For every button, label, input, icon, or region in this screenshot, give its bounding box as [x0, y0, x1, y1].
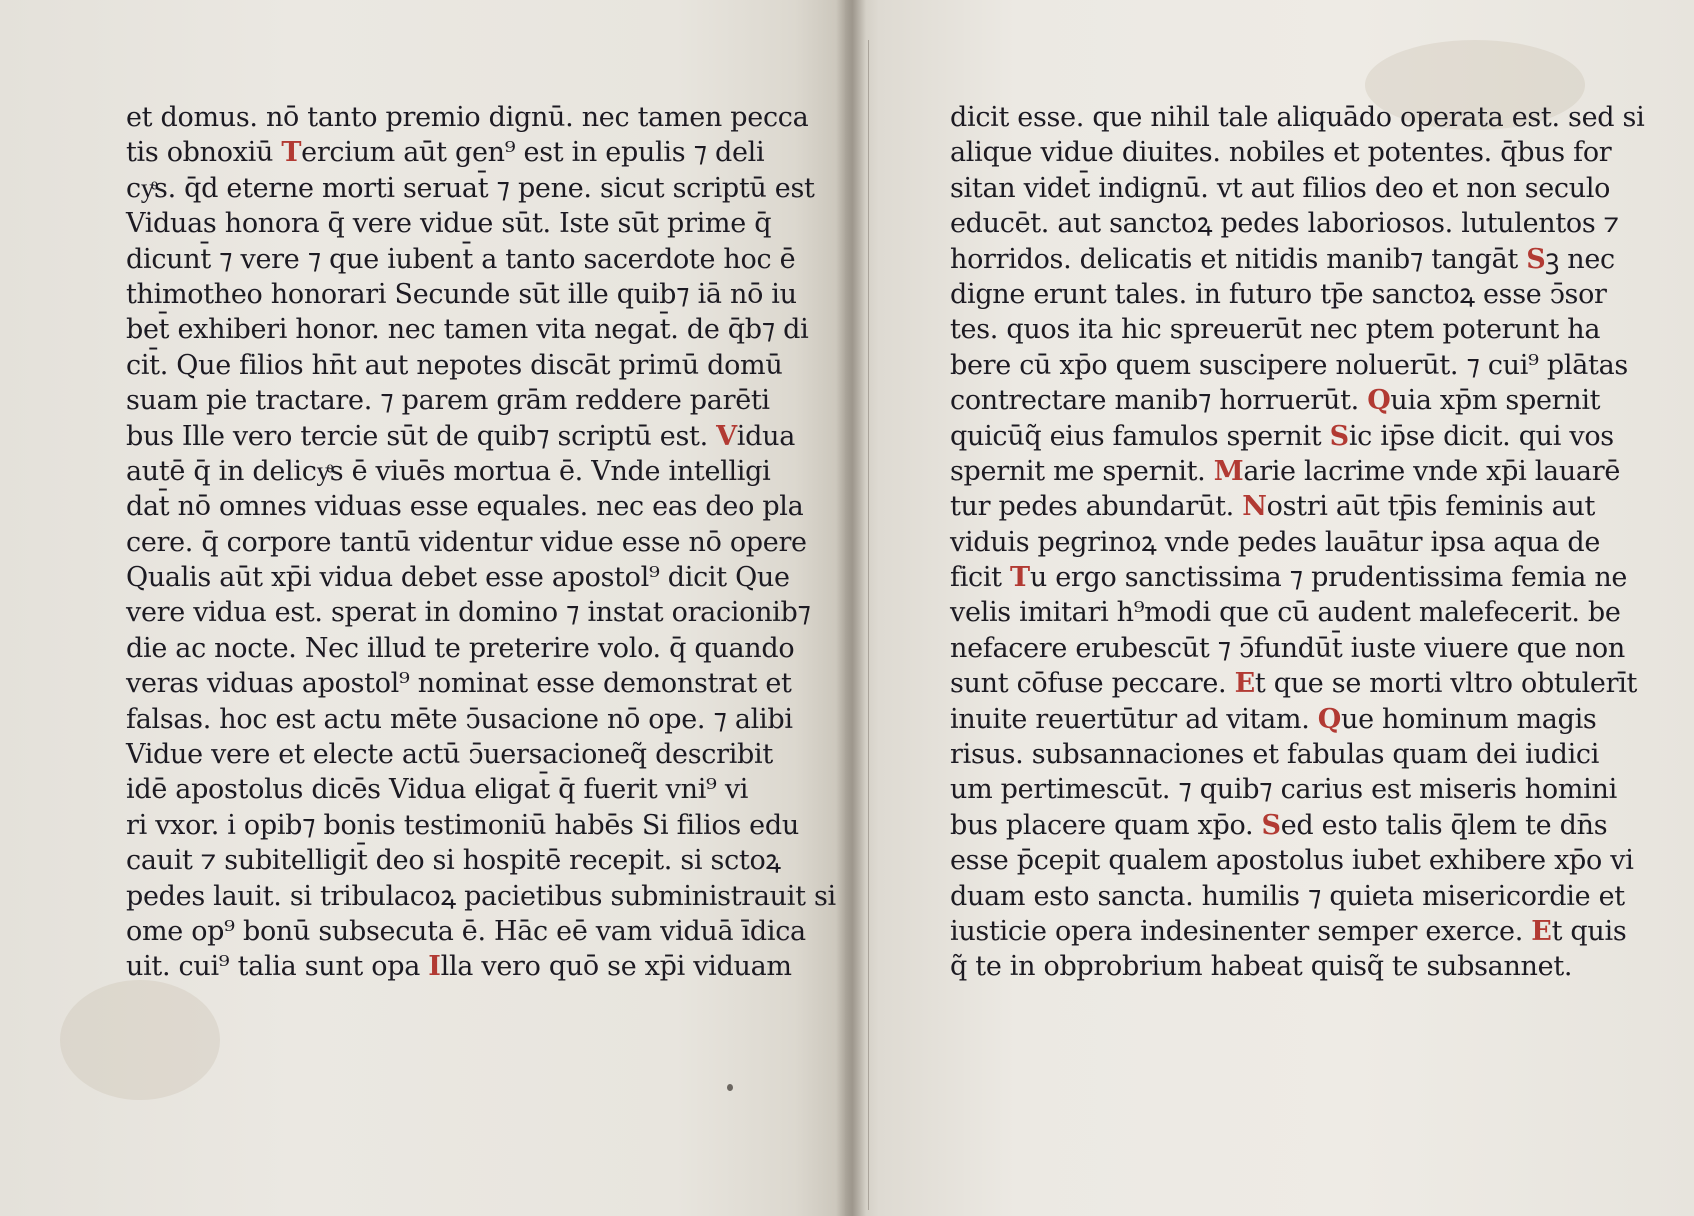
text-line: die ac nocte. Nec illud te preterire volo. q̄ quando	[126, 632, 795, 664]
text-line: suam pie tractare. ⁊ parem grām reddere parēti	[126, 385, 770, 417]
text-line: inuite reuertūtur ad vitam. Que hominum magis	[950, 703, 1597, 735]
text-line: bus Ille vero tercie sūt de quib⁊ scriptū est. Vidua	[126, 420, 796, 452]
rubric-initial: N	[1242, 491, 1267, 523]
right-page	[845, 0, 1694, 1216]
text-line: cit̄. Que filios hn̄t aut nepotes discāt primū domū	[126, 349, 783, 381]
rubric-initial: S	[1526, 243, 1546, 275]
text-line: sitan videt̄ indignū. vt aut filios deo et non seculo	[950, 172, 1611, 204]
rubric-initial: E	[1234, 668, 1255, 700]
text-line: et domus. nō tanto premio dignū. nec tamen pecca	[126, 102, 809, 133]
text-line: nefacere erubescūt ⁊ ↄ̄fundūt̄ iuste viuere que non	[950, 632, 1625, 664]
rubric-initial: Q	[1317, 703, 1341, 735]
text-line: contrectare manib⁊ horruerūt. Quia xp̄m spernit	[950, 385, 1601, 417]
page-stain	[60, 980, 220, 1100]
text-line: um pertimescūt. ⁊ quib⁊ carius est miseris homini	[950, 774, 1617, 806]
text-line: cere. q̄ corpore tantū videntur vidue esse nō opere	[126, 526, 807, 558]
text-line: quicūq̃ eius famulos spernit Sic ip̄se dicit. qui vos	[950, 420, 1614, 452]
text-line: bet̄ exhiberi honor. nec tamen vita negat̄. de q̄b⁊ di	[126, 314, 809, 346]
text-line: dat̄ nō omnes viduas esse equales. nec eas deo pla	[126, 491, 804, 523]
rubric-initial: S	[1261, 809, 1281, 841]
book-gutter	[836, 0, 866, 1216]
left-page	[0, 0, 845, 1216]
rubric-initial: T	[1010, 562, 1030, 594]
rubric-initial: M	[1213, 455, 1244, 487]
text-line: uit. cui⁹ talia sunt opa Illa vero quō se xp̄i viduam	[126, 951, 792, 983]
text-line: alique vidue diuites. nobiles et potentes. q̄bus for	[950, 137, 1612, 169]
text-line: sunt cōfuse peccare. Et que se morti vltro obtulerīt	[950, 668, 1638, 700]
text-line: bere cū xp̄o quem suscipere noluerūt. ⁊ cui⁹ plātas	[950, 349, 1628, 381]
text-line: esse p̄cepit qualem apostolus iubet exhibere xp̄o vi	[950, 845, 1634, 877]
text-line: ficit Tu ergo sanctissima ⁊ prudentissima femia ne	[950, 562, 1628, 594]
rubric-initial: Q	[1367, 385, 1391, 417]
text-line: falsas. hoc est actu mēte ↄ̄usacione nō ope. ⁊ alibi	[126, 703, 793, 735]
text-line: cyͤs. q̄d eterne morti seruat̄ ⁊ pene. sicut scriptū est	[126, 172, 815, 204]
text-line: spernit me spernit. Marie lacrime vnde xp̄i lauarē	[950, 455, 1620, 487]
text-line: cauit ⁊ subitelligit̄ deo si hospitē recepit. si sctoꝝ	[126, 845, 781, 877]
text-line: Qualis aūt xp̄i vidua debet esse apostol⁹ dicit Que	[126, 562, 790, 594]
text-line: dicunt̄ ⁊ vere ⁊ que iubent̄ a tanto sacerdote hoc ē	[126, 243, 796, 275]
text-line: veras viduas apostol⁹ nominat esse demonstrat et	[126, 668, 792, 700]
text-line: tur pedes abundarūt. Nostri aūt tp̄is feminis aut	[950, 491, 1596, 523]
text-line: ome op⁹ bonū subsecuta ē. Hāc eē vam viduā īdica	[126, 915, 806, 947]
text-line: idē apostolus dicēs Vidua eligat̄ q̄ fuerit vni⁹ vi	[126, 774, 749, 806]
text-line: pedes lauit. si tribulacoꝝ pacietibus subministrauit si	[126, 880, 836, 912]
rubric-initial: E	[1531, 915, 1552, 947]
rubric-initial: V	[716, 420, 737, 452]
rubric-initial: S	[1329, 420, 1349, 452]
text-line: horridos. delicatis et nitidis manib⁊ tangāt Sꝫ nec	[950, 243, 1615, 275]
text-line: educēt. aut sanctoꝝ pedes laboriosos. lutulentos ⁊	[950, 208, 1619, 240]
text-line: tes. quos ita hic spreuerūt nec ptem poterunt ha	[950, 314, 1601, 346]
page-edge	[868, 40, 869, 1210]
rubric-initial: T	[281, 137, 302, 169]
text-line: Vidue vere et electe actū ↄ̄uersacioneq̃ describit	[126, 739, 773, 771]
left-page-text	[126, 100, 836, 985]
text-line: viduis pegrinoꝝ vnde pedes lauātur ipsa aqua de	[950, 526, 1601, 558]
text-line: bus placere quam xp̄o. Sed esto talis q̄lem te dn̄s	[950, 809, 1608, 841]
text-line: ri vxor. i opib⁊ bonis testimoniū habēs Si filios edu	[126, 809, 799, 841]
text-line: digne erunt tales. in futuro tp̄e sanctoꝝ esse ↄ̄sor	[950, 278, 1607, 310]
text-line: tis obnoxiū Tercium aūt gen⁹ est in epulis ⁊ deli	[126, 137, 765, 169]
text-line: q̃ te in obprobrium habeat quisq̃ te subsannet.	[950, 951, 1573, 983]
text-line: duam esto sancta. humilis ⁊ quieta misericordie et	[950, 880, 1625, 912]
text-line: autē q̄ in delicyͤs ē viuēs mortua ē. Vnde intelligi	[126, 455, 771, 487]
text-line: risus. subsannaciones et fabulas quam dei iudici	[950, 739, 1600, 771]
text-line: Viduas honora q̄ vere vidue sūt. Iste sūt prime q̄	[126, 208, 772, 240]
text-line: dicit esse. que nihil tale aliquādo operata est. sed si	[950, 102, 1645, 133]
text-line: velis imitari h⁹modi que cū audent malefecerit. be	[950, 597, 1621, 629]
text-line: vere vidua est. sperat in domino ⁊ instat oracionib⁊	[126, 597, 811, 629]
text-line: iusticie opera indesinenter semper exerce. Et quis	[950, 915, 1627, 947]
right-page-text	[950, 100, 1645, 985]
ink-dot	[727, 1084, 733, 1091]
text-line: thimotheo honorari Secunde sūt ille quib⁊ iā nō iu	[126, 278, 797, 310]
rubric-initial: I	[428, 951, 441, 983]
